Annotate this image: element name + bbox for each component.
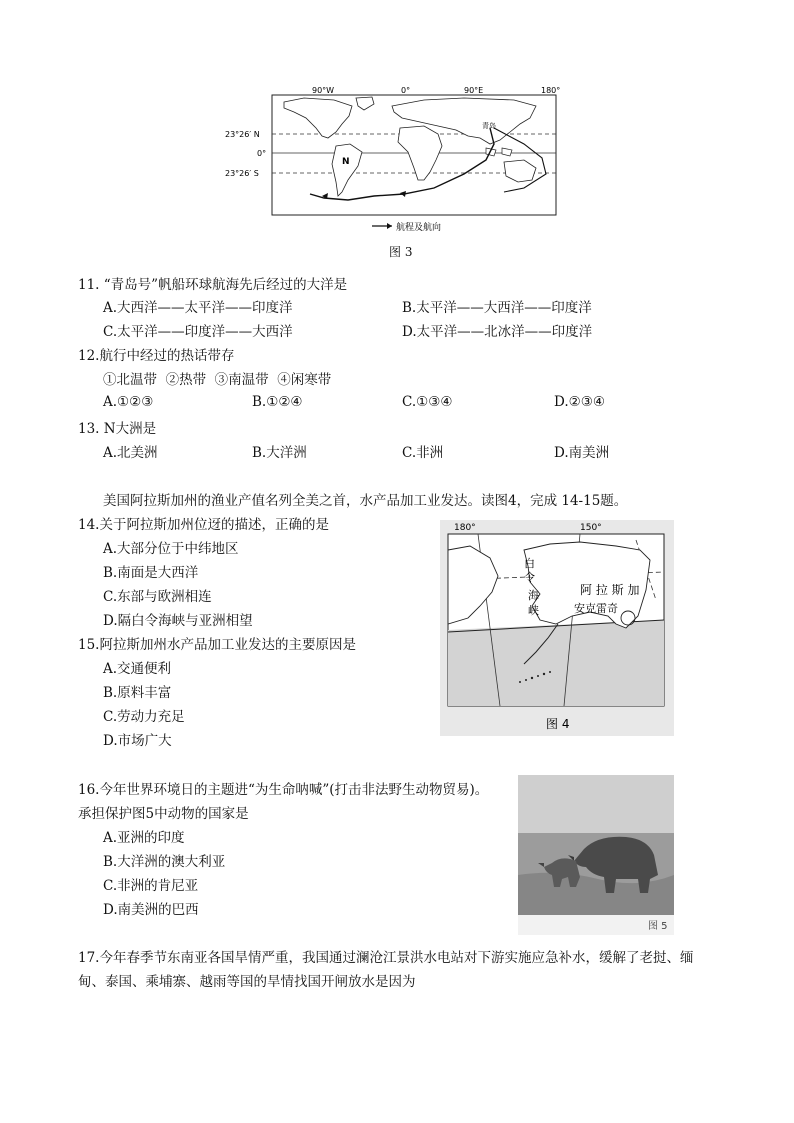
question-14-stem: 14.关于阿拉斯加州位迓的描述，正确的是 <box>78 517 329 533</box>
q16-option-b: B.大洋洲的澳大利亚 <box>103 854 226 870</box>
alaska-map-svg <box>440 520 674 736</box>
lon-150-label: 150° <box>580 523 602 533</box>
q13-option-b: B.大洋洲 <box>252 445 307 461</box>
lon-label: 90°E <box>464 86 484 95</box>
q12-option-b: B.①②④ <box>252 394 303 410</box>
lon-label: 0° <box>401 86 411 95</box>
figure-5-caption: 图 5 <box>648 921 668 932</box>
question-17-line2: 甸、泰国、乘埔寨、越雨等国的旱情找国开闸放水是因为 <box>78 974 416 990</box>
lon-label: 90°W <box>312 86 335 95</box>
qingdao-label: 青岛 <box>482 122 496 130</box>
legend-route: 航程及航向 <box>396 223 442 233</box>
q14-option-b: B.南面是大西洋 <box>103 565 199 581</box>
lat-label: 23°26′ N <box>225 130 260 139</box>
q15-option-d: D.市场广大 <box>103 733 172 749</box>
figure-4-caption: 图 4 <box>546 717 570 731</box>
q12-option-d: D.②③④ <box>554 394 605 410</box>
figure-4-alaska-map <box>440 520 674 736</box>
q13-option-c: C.非洲 <box>402 445 444 461</box>
question-11-stem: 11. “青岛号”帆船环球航海先后经过的大洋是 <box>78 277 348 293</box>
bering-label-3: 海 <box>528 589 539 602</box>
figure-3-caption: 图 3 <box>389 245 413 259</box>
lon-label: 180° <box>541 86 561 95</box>
q12-option-c: C.①③④ <box>402 394 453 410</box>
q15-option-c: C.劳动力充足 <box>103 709 185 725</box>
question-16-stem-line1: 16.今年世界环境日的主题进“为生命呐喊”(打击非法野生动物贸易)。 <box>78 782 489 798</box>
q14-option-c: C.东部与欧洲相连 <box>103 589 212 605</box>
n-continent-label: N <box>342 157 350 167</box>
rhino-photo-svg <box>518 775 674 935</box>
q14-option-d: D.隔白令海峡与亚洲相望 <box>103 613 253 629</box>
q13-option-d: D.南美洲 <box>554 445 610 461</box>
lon-180-label: 180° <box>454 523 476 533</box>
question-15-stem: 15.阿拉斯加州水产品加工业发达的主要原因是 <box>78 637 356 653</box>
q12-list: ①北温带 ②热带 ③南温带 ④闲寒带 <box>103 372 332 388</box>
lat-label: 0° <box>257 149 267 158</box>
bering-label-4: 峡 <box>528 604 539 617</box>
question-12-stem: 12.航行中经过的热话带存 <box>78 348 235 364</box>
figure-5-rhino-photo <box>518 775 674 935</box>
bering-label-2: 令 <box>524 571 535 584</box>
question-17-line1: 17.今年春季节东南亚各国旱情严重，我国通过澜沧江景洪水电站对下游实施应急补水，缓解了老挝、缅 <box>78 950 694 966</box>
anchorage-label: 安克雷奇 <box>574 602 618 615</box>
question-16-stem-line2: 承担保护图5中动物的国家是 <box>78 806 249 822</box>
q16-option-d: D.南美洲的巴西 <box>103 902 199 918</box>
q16-option-c: C.非洲的肯尼亚 <box>103 878 199 894</box>
q16-option-a: A.亚洲的印度 <box>103 830 185 846</box>
q11-option-d: D.太平洋——北冰洋——印度洋 <box>402 324 593 340</box>
intro-14-15: 美国阿拉斯加州的渔业产值名列全美之首，水产品加工业发达。读图4，完成 14-15题。 <box>103 493 628 509</box>
q11-option-b: B.太平洋——大西洋——印度洋 <box>402 300 592 316</box>
q13-option-a: A.北美洲 <box>103 445 158 461</box>
bering-label-1: 白 <box>524 557 535 570</box>
q12-option-a: A.①②③ <box>103 394 154 410</box>
figure-3-world-map <box>224 84 564 234</box>
q15-option-a: A.交通便利 <box>103 661 172 677</box>
world-map-svg <box>224 84 564 234</box>
q15-option-b: B.原料丰富 <box>103 685 172 701</box>
q11-option-c: C.太平洋——印度洋——大西洋 <box>103 324 293 340</box>
q14-option-a: A.大部分位于中纬地区 <box>103 541 239 557</box>
q11-option-a: A.大西洋——太平洋——印度洋 <box>103 300 293 316</box>
lat-label: 23°26′ S <box>225 169 259 178</box>
question-13-stem: 13. N大洲是 <box>78 421 157 437</box>
alaska-label: 阿 拉 斯 加 <box>580 583 640 597</box>
